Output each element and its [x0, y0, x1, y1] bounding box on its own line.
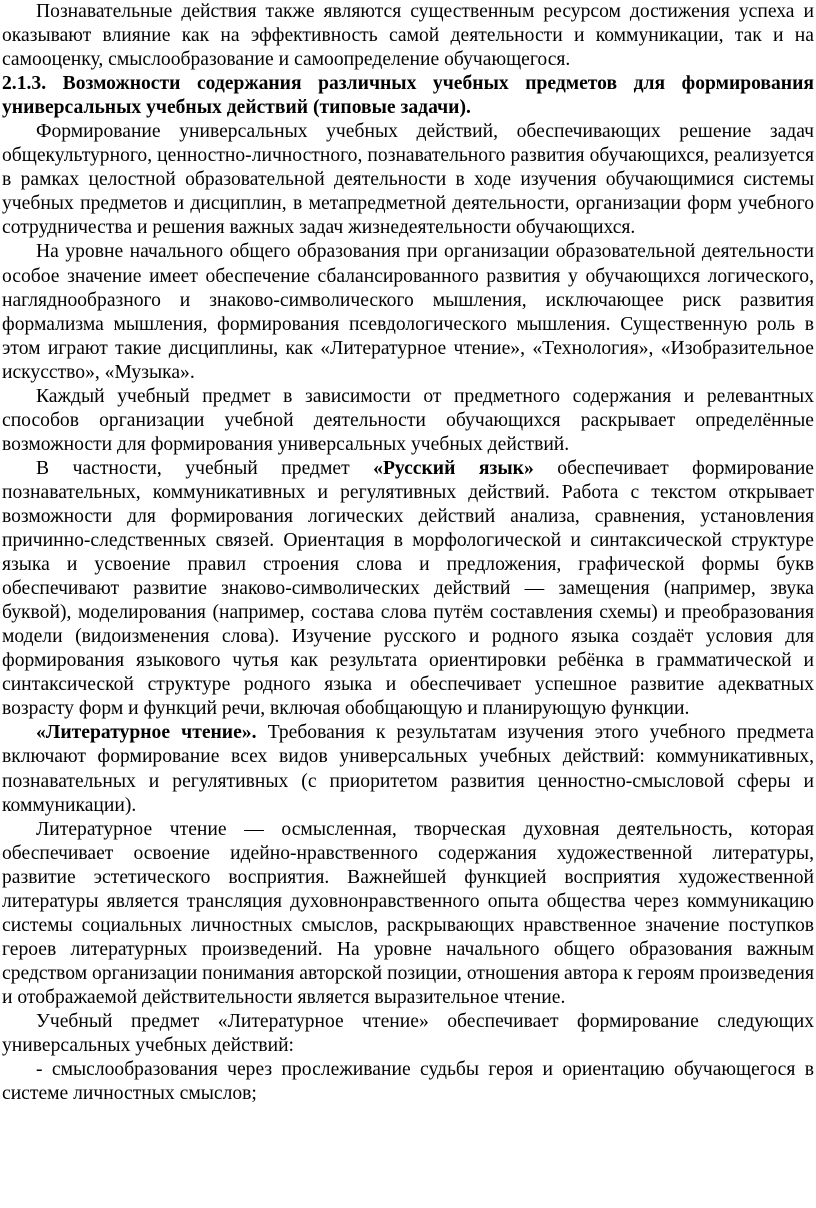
paragraph-each-subject: Каждый учебный предмет в зависимости от предметного содержания и релевантных способов организации учебной деятельности обучающихся раскрывает определённые возможности для формирования универсальных учебных действий. — [2, 385, 814, 455]
russian-language-term: «Русский язык» — [373, 457, 534, 479]
literary-reading-term: «Литературное чтение». — [36, 722, 257, 744]
russian-body-text: обеспечивает формирование познавательных, коммуникативных и регулятивных действий. Работа с текстом открывает возможности для формирования логических действий анализа, сравнения, установления причинно-следственных связей. Ориентация в морфологической и синтаксической структуре языка и усвоение правил строения слова и предложения, графической формы букв обеспечивают развитие знаково-символических действий — замещения (например, звука буквой), моделирования (например, состава слова путём составления схемы) и преобразования модели (видоизменения слова). Изучение русского и родного языка создаёт условия для формирования языкового чутья как результата ориентировки ребёнка в грамматической и синтаксической структуре родного языка и обеспечивает успешное развитие адекватных возрасту форм и функций речи, включая обобщающую и планирующую функции. — [2, 457, 814, 720]
russian-lead-text: В частности, учебный предмет — [36, 457, 374, 479]
paragraph-literary-reading-uud: Учебный предмет «Литературное чтение» обеспечивает формирование следующих универсальных учебных действий: — [2, 1010, 814, 1057]
list-item-meaning-formation: - смыслообразования через прослеживание судьбы героя и ориентацию обучающегося в системе личностных смыслов; — [2, 1059, 814, 1105]
paragraph-formation-uud: Формирование универсальных учебных действий, обеспечивающих решение задач общекультурного, ценностно-личностного, познавательного развития обучающихся, реализуется в рамках целостной образовательной деятельности в ходе изучения обучающимися системы учебных предметов и дисциплин, в метапредметной деятельности, организации форм учебного сотрудничества и решения важных задач жизнедеятельности обучающихся. — [2, 121, 814, 239]
paragraph-literary-reading-definition: Литературное чтение — осмысленная, творческая духовная деятельность, которая обеспечивает освоение идейно-нравственного содержания художественной литературы, развитие эстетического восприятия. Важнейшей функцией восприятия художественной литературы является трансляция духовнонравственного опыта общества через коммуникацию системы социальных личностных смыслов, раскрывающих нравственное значение поступков героев литературных произведений. На уровне начального общего образования важным средством организации понимания авторской позиции, отношения автора к героям произведения и отображаемой действительности является выразительное чтение. — [2, 818, 814, 1008]
literary-reading-body: Требования к результатам изучения этого учебного предмета включают формирование всех видов универсальных учебных действий: коммуникативных, познавательных и регулятивных (с приоритетом развития ценностно-смысловой сферы и коммуникации). — [2, 722, 814, 816]
paragraph-cognitive-actions: Познавательные действия также являются существенным ресурсом достижения успеха и оказывают влияние как на эффективность самой деятельности и коммуникации, так и на самооценку, смыслообразование и самоопределение обучающегося. — [2, 1, 814, 71]
paragraph-russian-language — [2, 457, 814, 722]
paragraph-primary-education: На уровне начального общего образования при организации образовательной деятельности особое значение имеет обеспечение сбалансированного развития у обучающихся логического, нагляднообразного и знаково-символического мышления, исключающее риск развития формализма мышления, формирования псевдологического мышления. Существенную роль в этом играют такие дисциплины, как «Литературное чтение», «Технология», «Изобразительное искусство», «Музыка». — [2, 241, 814, 383]
paragraph-literary-reading — [2, 721, 814, 817]
section-heading: 2.1.3. Возможности содержания различных учебных предметов для формирования универсальных учебных действий (типовые задачи). — [2, 73, 814, 119]
